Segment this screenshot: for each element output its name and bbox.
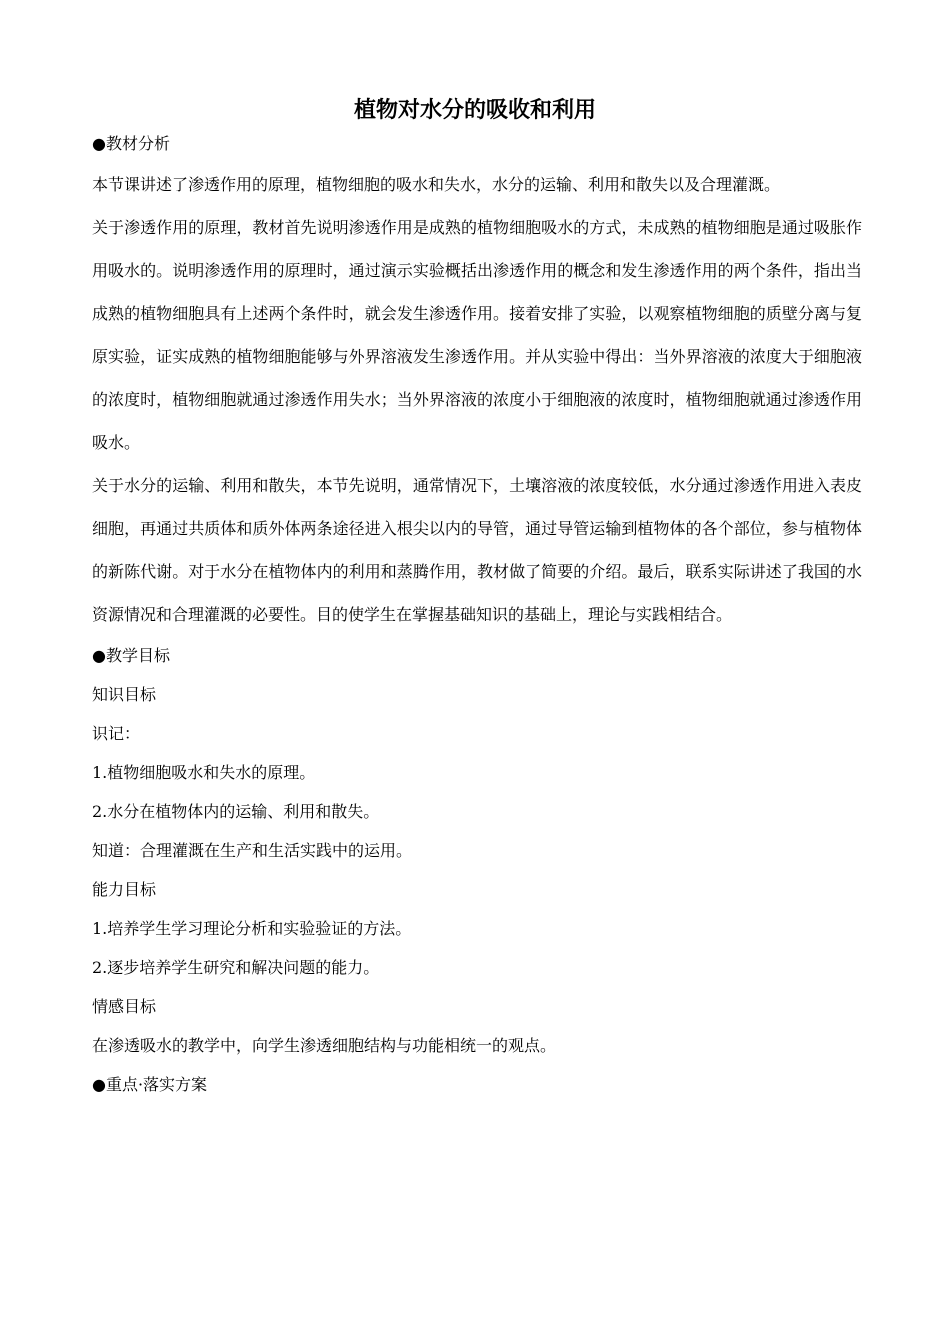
recall-item-1: 1.植物细胞吸水和失水的原理。	[92, 763, 316, 782]
analysis-paragraph-2: 关于渗透作用的原理，教材首先说明渗透作用是成熟的植物细胞吸水的方式，未成熟的植物细胞是通过吸胀作用吸水的。说明渗透作用的原理时，通过演示实验概括出渗透作用的概念和发生渗透作用的两个条件，指出当成熟的植物细胞具有上述两个条件时，就会发生渗透作用。接着安排了实验，以观察植物细胞的质壁分离与复原实验，证实成熟的植物细胞能够与外界溶液发生渗透作用。并从实验中得出：当外界溶液的浓度大于细胞液的浓度时，植物细胞就通过渗透作用失水；当外界溶液的浓度小于细胞液的浓度时，植物细胞就通过渗透作用吸水。	[92, 218, 862, 452]
document-body	[92, 124, 862, 1104]
analysis-paragraph-3: 关于水分的运输、利用和散失，本节先说明，通常情况下，土壤溶液的浓度较低，水分通过渗透作用进入表皮细胞，再通过共质体和质外体两条途径进入根尖以内的导管，通过导管运输到植物体的各个部位，参与植物体的新陈代谢。对于水分在植物体内的利用和蒸腾作用，教材做了简要的介绍。最后，联系实际讲述了我国的水资源情况和合理灌溉的必要性。目的使学生在掌握基础知识的基础上，理论与实践相结合。	[92, 476, 862, 624]
section-heading-goals: ●教学目标	[92, 646, 170, 665]
subheading-emotion: 情感目标	[92, 997, 157, 1016]
analysis-paragraph-1: 本节课讲述了渗透作用的原理，植物细胞的吸水和失水，水分的运输、利用和散失以及合理灌溉。	[92, 175, 781, 194]
document-title: 植物对水分的吸收和利用	[353, 98, 596, 123]
know-line: 知道：合理灌溉在生产和生活实践中的运用。	[92, 841, 413, 860]
subheading-knowledge: 知识目标	[92, 685, 157, 704]
recall-item-2: 2.水分在植物体内的运输、利用和散失。	[92, 802, 380, 821]
section-heading-key: ●重点·落实方案	[92, 1075, 208, 1094]
recall-label: 识记：	[92, 724, 141, 743]
ability-item-2: 2.逐步培养学生研究和解决问题的能力。	[92, 958, 380, 977]
emotion-line: 在渗透吸水的教学中，向学生渗透细胞结构与功能相统一的观点。	[92, 1036, 557, 1055]
subheading-ability: 能力目标	[92, 880, 157, 899]
ability-item-1: 1.培养学生学习理论分析和实验验证的方法。	[92, 919, 412, 938]
section-heading-analysis: ●教材分析	[92, 134, 170, 153]
